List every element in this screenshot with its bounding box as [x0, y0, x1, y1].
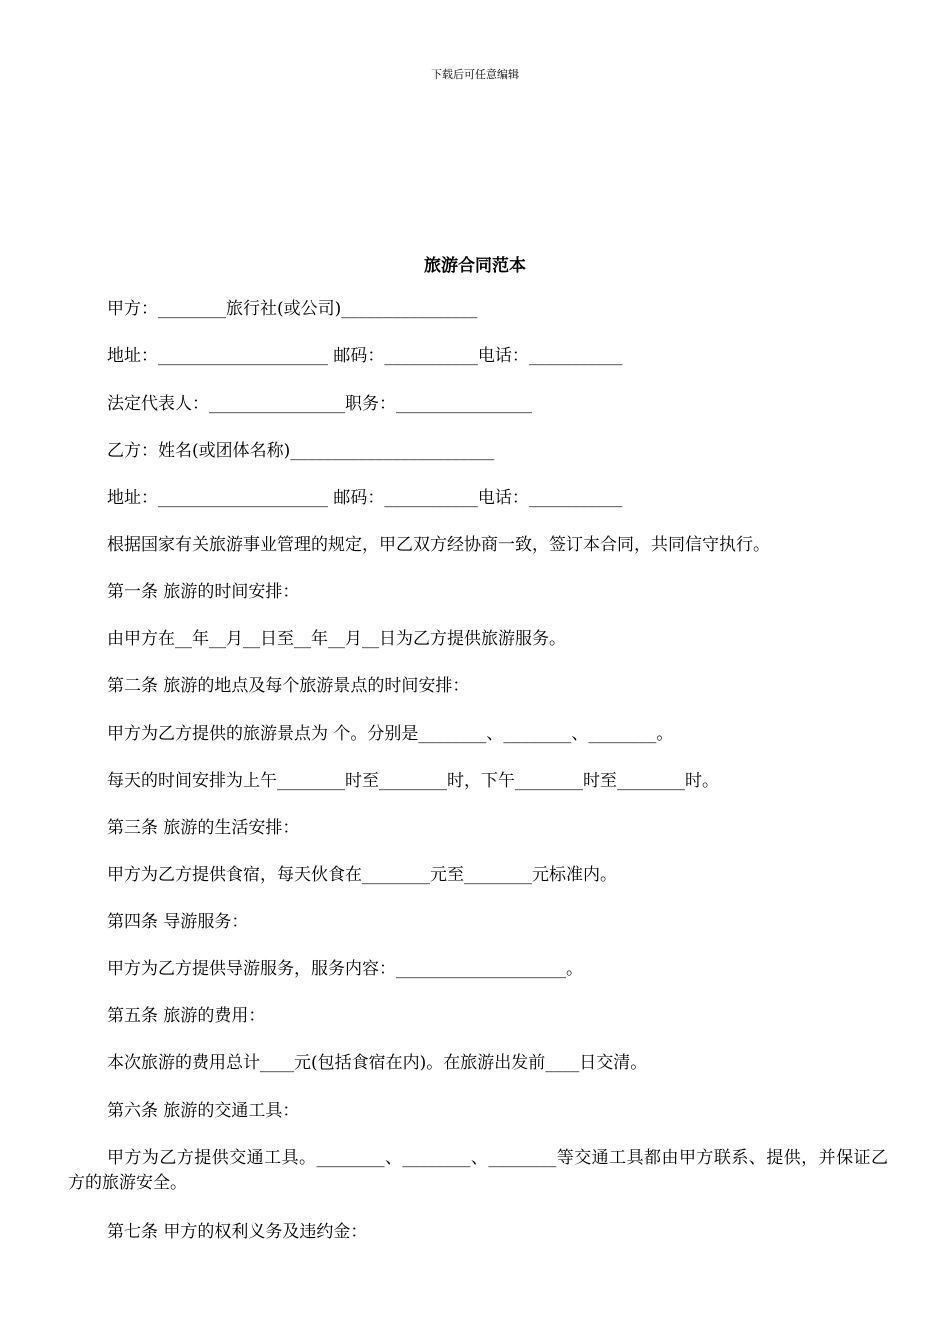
article-4-heading: 第四条 导游服务：: [107, 912, 249, 932]
party-a-line: 甲方：________旅行社(或公司)________________: [107, 299, 478, 319]
article-2-heading: 第二条 旅游的地点及每个旅游景点的时间安排：: [107, 676, 470, 696]
article-7-heading: 第七条 甲方的权利义务及违约金：: [107, 1222, 368, 1242]
legal-representative-line: 法定代表人：________________职务：________________: [107, 394, 532, 414]
article-5-heading: 第五条 旅游的费用：: [107, 1006, 266, 1026]
document-title: 旅游合同范本: [424, 256, 526, 276]
party-b-line: 乙方：姓名(或团体名称)________________________: [107, 441, 495, 461]
article-4-body: 甲方为乙方提供导游服务，服务内容：____________________。: [107, 959, 583, 979]
preamble-line: 根据国家有关旅游事业管理的规定，甲乙双方经协商一致，签订本合同，共同信守执行。: [107, 535, 770, 555]
article-6-heading: 第六条 旅游的交通工具：: [107, 1101, 300, 1121]
article-2-body-spots: 甲方为乙方提供的旅游景点为 个。分别是________、________、________。: [107, 724, 674, 744]
party-a-address-line: 地址：____________________ 邮码：___________电话：___________: [107, 346, 623, 366]
party-b-address-line: 地址：____________________ 邮码：___________电话：___________: [107, 488, 623, 508]
article-1-body: 由甲方在__年__月__日至__年__月__日为乙方提供旅游服务。: [107, 629, 566, 649]
header-note: 下载后可任意编辑: [431, 68, 519, 81]
article-1-heading: 第一条 旅游的时间安排：: [107, 582, 300, 602]
article-6-body: 甲方为乙方提供交通工具。________、________、________等交通工具都由甲方联系、提供，并保证乙方的旅游安全。: [68, 1148, 888, 1193]
article-3-body: 甲方为乙方提供食宿，每天伙食在________元至________元标准内。: [107, 865, 617, 885]
article-3-heading: 第三条 旅游的生活安排：: [107, 818, 300, 838]
article-5-body: 本次旅游的费用总计____元(包括食宿在内)。在旅游出发前____日交清。: [107, 1053, 648, 1073]
article-2-body-schedule: 每天的时间安排为上午________时至________时，下午________时至________时。: [107, 771, 719, 791]
